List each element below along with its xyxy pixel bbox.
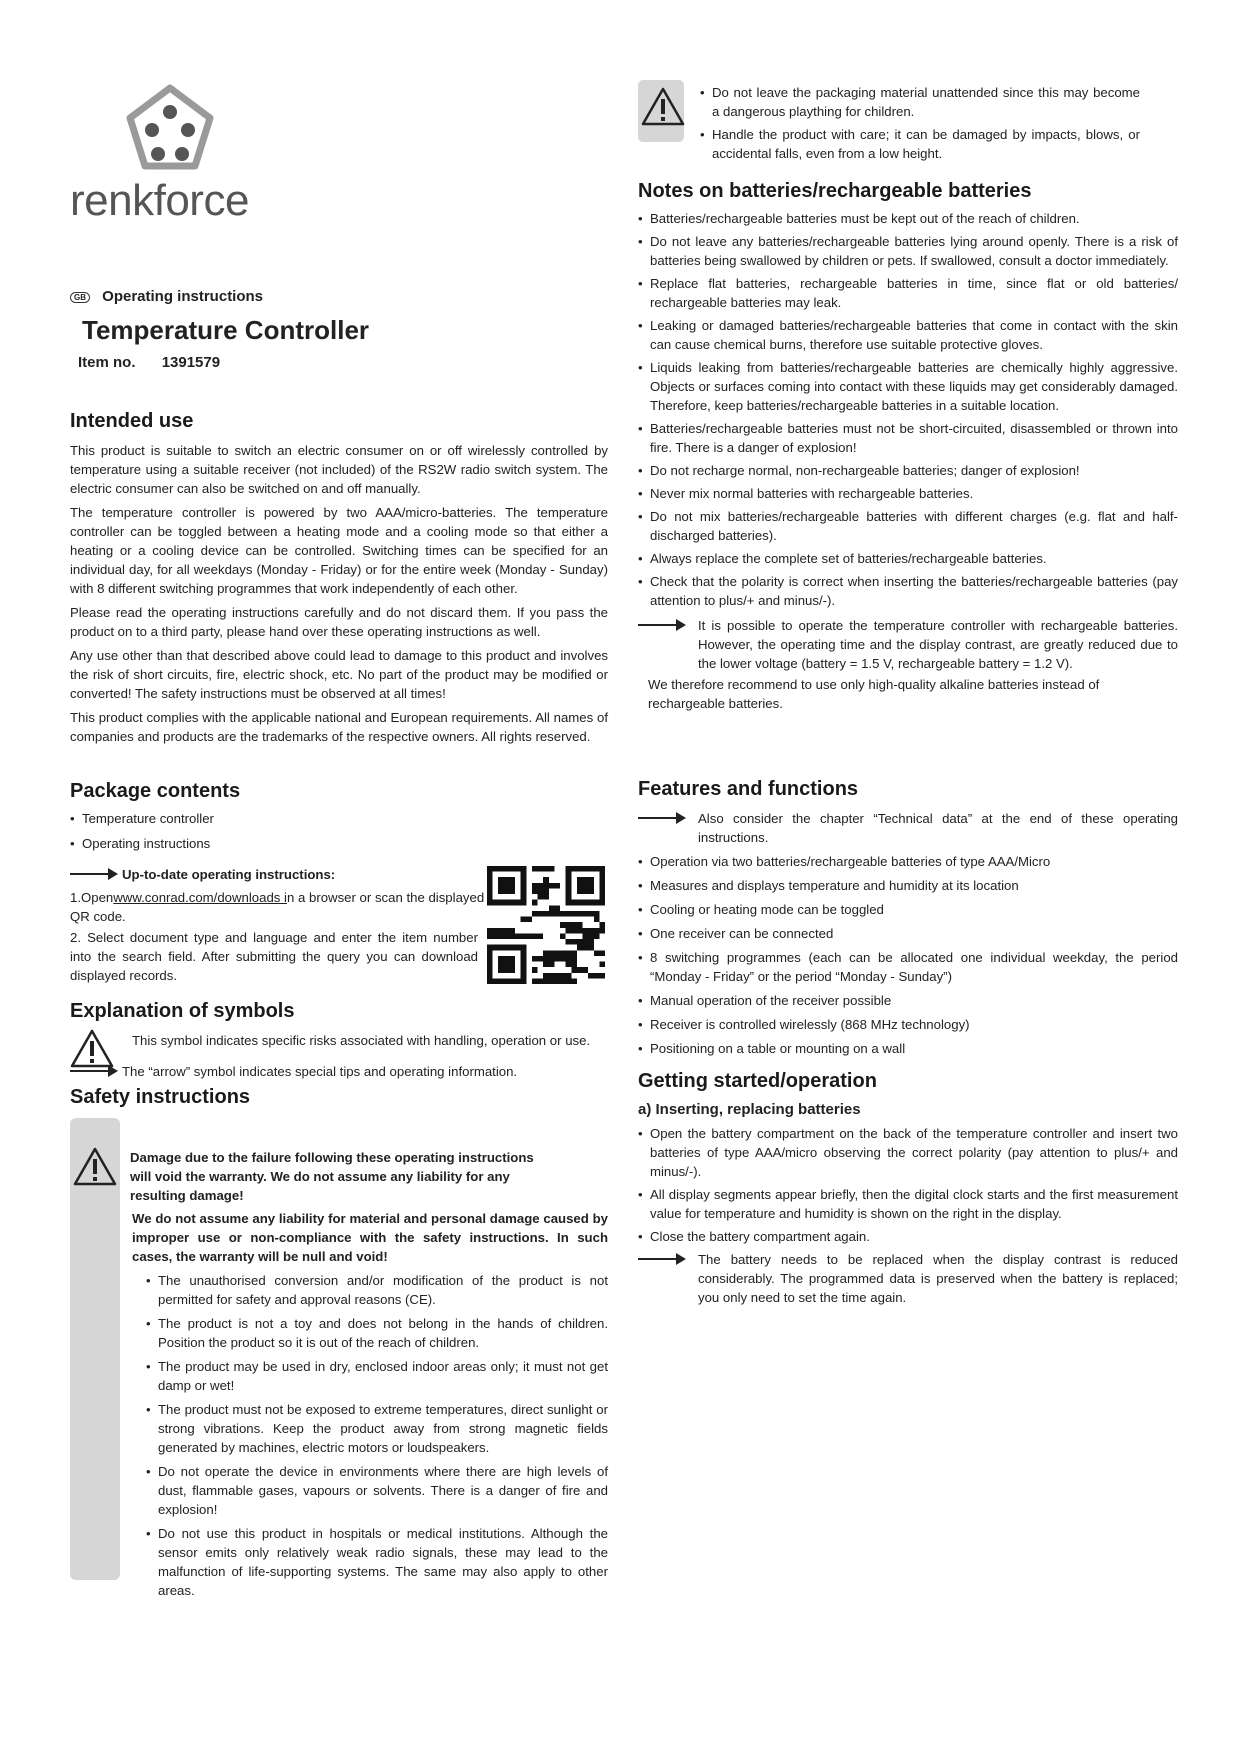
features-tip: Also consider the chapter “Technical data” at the end of these operating instructions. bbox=[638, 809, 1178, 847]
arrow-icon bbox=[70, 1070, 116, 1072]
arrow-icon bbox=[638, 817, 684, 819]
item-number-row bbox=[78, 354, 608, 371]
list-item: • Check that the polarity is correct when inserting the batteries/rechargeable batteries (pay attention to plus/+ and minus/-). bbox=[638, 572, 1178, 610]
list-item: • Do not use this product in hospitals or medical institutions. Although the sensor emits only relatively weak radio signals, these may lead to the malfunction of life-supporting systems. The same may also apply to other areas. bbox=[146, 1524, 608, 1600]
arrow-icon bbox=[70, 873, 116, 875]
list-item: • The unauthorised conversion and/or modification of the product is not permitted for safety and approval reasons (CE). bbox=[146, 1271, 608, 1309]
arrow-symbol-row: The “arrow” symbol indicates special tips and operating information. bbox=[70, 1062, 608, 1081]
section-safety bbox=[70, 1086, 608, 1600]
intended-use-paragraph: This product complies with the applicable national and European requirements. All names of companies and products are the trademarks of the respective owners. All rights reserved. bbox=[70, 710, 608, 744]
list-item: • Batteries/rechargeable batteries must not be short-circuited, disassembled or thrown into fire. There is a danger of explosion! bbox=[638, 419, 1178, 457]
heading-batteries: Notes on batteries/rechargeable batteries bbox=[638, 180, 1032, 202]
list-item: • Replace flat batteries, rechargeable batteries in time, since flat or old batteries/ rechargeable batteries may leak. bbox=[638, 274, 1178, 312]
download-link[interactable]: www.conrad.com/downloads i bbox=[113, 890, 287, 905]
list-item: • Liquids leaking from batteries/rechargeable batteries are chemically highly aggressive. Objects or surfaces coming into contact with these liquids may get considerably damaged. Therefore, keep batteries/rechargeable batteries in a suitable location. bbox=[638, 358, 1178, 415]
list-item: • Leaking or damaged batteries/rechargeable batteries that come in contact with the skin can cause chemical burns, therefore use suitable protective gloves. bbox=[638, 316, 1178, 354]
intended-use-paragraph: Any use other than that described above could lead to damage to this product and involves the risk of short circuits, fire, electric shock, etc. No part of the product may be modified or converted! The safety instructions must be observed at all times! bbox=[70, 648, 608, 701]
list-item: • Do not mix batteries/rechargeable batteries with different charges (e.g. flat and half-discharged batteries). bbox=[638, 507, 1178, 545]
safety-warning-2: We do not assume any liability for material and personal damage caused by improper use or non-compliance with the safety instructions. In such cases, the warranty will be null and void! bbox=[132, 1211, 608, 1264]
heading-getting-started: Getting started/operation bbox=[638, 1070, 877, 1092]
qr-code-icon[interactable] bbox=[487, 866, 605, 984]
list-item: • The product must not be exposed to extreme temperatures, direct sunlight or strong vibrations. Keep the product away from strong magnetic fields generated by machines, electric motors or loudspeakers. bbox=[146, 1400, 608, 1457]
doc-type-row bbox=[70, 288, 608, 305]
list-item: • Cooling or heating mode can be toggled bbox=[638, 900, 1178, 919]
list-item: • Measures and displays temperature and humidity at its location bbox=[638, 876, 1178, 895]
safety-warning-1: Damage due to the failure following these operating instructions will void the warranty. We do not assume any liability for any resulting damage! bbox=[130, 1150, 534, 1203]
battery-replace-tip: The battery needs to be replaced when the display contrast is reduced considerably. The programmed data is preserved when the battery is replaced; you only need to set the time again. bbox=[638, 1250, 1178, 1307]
warning-icon bbox=[641, 86, 685, 126]
step-1: 1.Openwww.conrad.com/downloads in a browser or scan the displayed QR code. bbox=[70, 890, 485, 924]
list-item: • Handle the product with care; it can be damaged by impacts, blows, or accidental falls, even from a low height. bbox=[700, 125, 1140, 163]
list-item: • Batteries/rechargeable batteries must be kept out of the reach of children. bbox=[638, 209, 1178, 228]
section-getting-started bbox=[638, 1070, 1178, 1307]
heading-features: Features and functions bbox=[638, 778, 859, 800]
intended-use-paragraph: The temperature controller is powered by two AAA/micro-batteries. The temperature controller can be toggled between a heating mode and a cooling mode so that either a heating or a cooling device can be controlled. Switching times can be specified for an individual day, for all weekdays (Monday - Friday) or for the entire week (Monday - Sunday) with 8 different switching programmes that work independently of each other. bbox=[70, 505, 608, 596]
list-item: • Do not operate the device in environments where there are high levels of dust, flammable gases, vapours or solvents. There is a danger of fire and explosion! bbox=[146, 1462, 608, 1519]
list-item: • Operation via two batteries/rechargeable batteries of type AAA/Micro bbox=[638, 852, 1178, 871]
list-item: • Do not recharge normal, non-rechargeable batteries; danger of explosion! bbox=[638, 461, 1178, 480]
heading-safety: Safety instructions bbox=[70, 1086, 251, 1108]
battery-tip: It is possible to operate the temperature controller with rechargeable batteries. However, the operating time and the display contrast, are greatly reduced due to the lower voltage (battery = 1.5 V, rechargeable battery = 1.2 V). bbox=[638, 616, 1178, 673]
list-item: • Temperature controller bbox=[70, 809, 608, 828]
warning-icon bbox=[73, 1146, 117, 1186]
battery-recommend: We therefore recommend to use only high-quality alkaline batteries instead of rechargeable batteries. bbox=[648, 677, 1100, 711]
section-intended-use bbox=[70, 410, 608, 746]
list-item: • 8 switching programmes (each can be allocated one individual weekday, the period “Monday - Friday” or the period “Monday - Sunday”) bbox=[638, 948, 1178, 986]
list-item: • Do not leave any batteries/rechargeable batteries lying around openly. There is a risk of batteries being swallowed by children or pets. If swallowed, consult a doctor immediately. bbox=[638, 232, 1178, 270]
list-item: • Open the battery compartment on the back of the temperature controller and insert two batteries of type AAA/micro observing the correct polarity (pay attention to plus/+ and minus/-). bbox=[638, 1124, 1178, 1181]
arrow-icon bbox=[638, 624, 684, 626]
list-item: • Operating instructions bbox=[70, 834, 608, 853]
list-item: • Close the battery compartment again. bbox=[638, 1227, 1178, 1246]
item-number: 1391579 bbox=[161, 354, 221, 371]
item-label: Item no. bbox=[78, 354, 136, 371]
section-features bbox=[638, 778, 1178, 1058]
language-badge: GB bbox=[70, 292, 90, 303]
list-item: • Manual operation of the receiver possible bbox=[638, 991, 1178, 1010]
list-item: • All display segments appear briefly, then the digital clock starts and the first measurement value for temperature and humidity is shown on the right in the display. bbox=[638, 1185, 1178, 1223]
arrow-icon bbox=[638, 1258, 684, 1260]
list-item: • Receiver is controlled wirelessly (868 MHz technology) bbox=[638, 1015, 1178, 1034]
uptodate-label: Up-to-date operating instructions: bbox=[122, 867, 336, 882]
heading-package: Package contents bbox=[70, 780, 241, 802]
safety-continued bbox=[700, 83, 1140, 163]
subheading-batteries: a) Inserting, replacing batteries bbox=[638, 1101, 861, 1118]
warning-symbol-text: This symbol indicates specific risks associated with handling, operation or use. bbox=[132, 1033, 591, 1048]
brand-logo bbox=[70, 82, 270, 232]
heading-symbols: Explanation of symbols bbox=[70, 1000, 295, 1022]
intended-use-paragraph: Please read the operating instructions carefully and do not discard them. If you pass the product on to a third party, please hand over these operating instructions as well. bbox=[70, 605, 608, 639]
brand-logo-icon bbox=[120, 82, 220, 177]
step-2: 2. Select document type and language and enter the item number into the search field. After submitting the query you can download displayed records. bbox=[70, 930, 478, 983]
list-item: • Never mix normal batteries with rechargeable batteries. bbox=[638, 484, 1178, 503]
list-item: • Always replace the complete set of batteries/rechargeable batteries. bbox=[638, 549, 1178, 568]
heading-intended-use: Intended use bbox=[70, 410, 194, 432]
page-title: Temperature Controller bbox=[82, 315, 370, 345]
list-item: • Do not leave the packaging material unattended since this may become a dangerous plaything for children. bbox=[700, 83, 1140, 121]
list-item: • The product is not a toy and does not belong in the hands of children. Position the product so it is out of the reach of children. bbox=[146, 1314, 608, 1352]
brand-name: renkforce bbox=[70, 176, 249, 225]
doc-type: Operating instructions bbox=[102, 288, 264, 305]
list-item: • Positioning on a table or mounting on a wall bbox=[638, 1039, 1178, 1058]
section-symbols bbox=[70, 1000, 608, 1081]
list-item: • One receiver can be connected bbox=[638, 924, 1178, 943]
list-item: • The product may be used in dry, enclosed indoor areas only; it must not get damp or wet! bbox=[146, 1357, 608, 1395]
intended-use-paragraph: This product is suitable to switch an electric consumer on or off wirelessly controlled by temperature using a suitable receiver (not included) of the RS2W radio switch system. The electric consumer can also be switched on and off manually. bbox=[70, 443, 608, 496]
section-batteries bbox=[638, 180, 1178, 713]
